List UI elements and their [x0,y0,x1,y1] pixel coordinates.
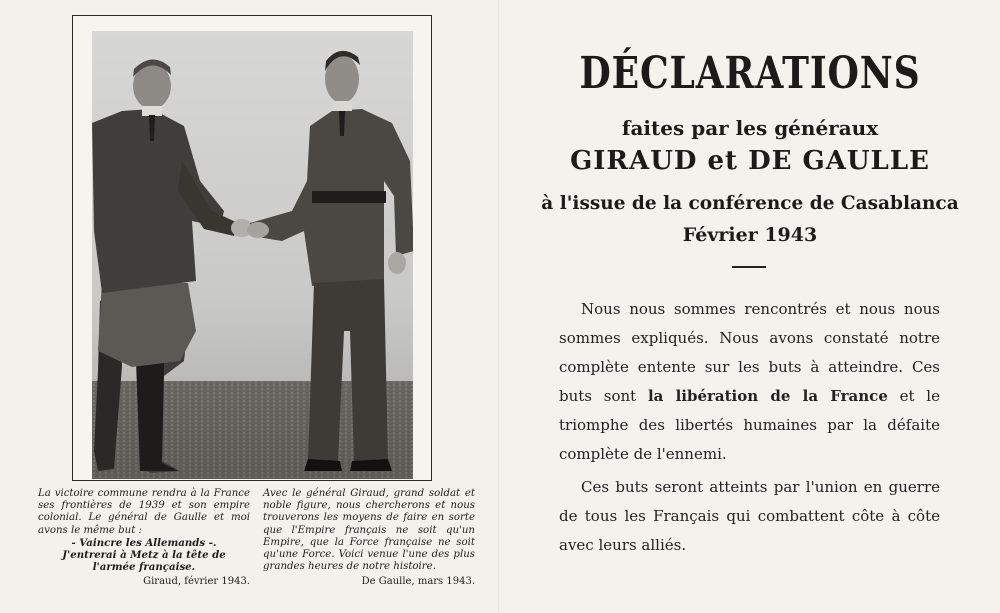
photo-illustration [92,31,413,479]
signature-de-gaulle: De Gaulle, mars 1943. [361,576,475,588]
right-page [500,0,1000,613]
paragraph-1-end: et le triomphe des libertés humaines par la défaite complète de l'ennemi. [559,387,940,463]
caption-giraud-line3: l'armée française. [92,561,196,574]
handshake-photo [92,31,413,479]
declaration-date: Février 1943 [682,224,818,246]
divider [732,266,766,268]
photo-frame [72,15,432,481]
caption-giraud-line1: - Vaincre les Allemands -. [71,536,217,549]
paragraph-1 [559,295,940,469]
caption-de-gaulle-text: Avec le général Giraud, grand soldat et noble figure, nous chercherons et nous trouverons les moyens de faire en sorte que l'Empire français ne soit qu'un Empire, que la Force française ne soit qu'une Force. Voici venue l'une des plus grandes heures de notre histoire. [263,488,475,573]
declaration-body [559,295,940,560]
caption-giraud-text: La victoire commune rendra à la France ses frontières de 1939 et son empire colonial. Le général de Gaulle et moi avons le même but : [38,488,250,536]
paragraph-2: Ces buts seront atteints par l'union en guerre de tous les Français qui combattent côte à côte avec leurs alliés. [559,478,940,554]
caption-giraud [38,488,250,589]
signature-giraud: Giraud, février 1943. [143,576,250,588]
caption-giraud-line2: J'entrerai à Metz à la tête de [62,549,226,562]
subtitle: faites par les généraux [621,116,879,140]
caption-de-gaulle [263,488,475,589]
declarations-title: DÉCLARATIONS [579,48,921,99]
paragraph-1-bold: la libération de la France [647,387,888,405]
generals-names: GIRAUD et DE GAULLE [570,146,930,176]
conference-context: à l'issue de la conférence de Casablanca [541,193,959,214]
paragraph-1-start: Nous nous sommes rencontrés et nous nous sommes expliqués. Nous avons constaté notre complète entente sur les buts à atteindre. Ces buts sont [559,300,940,405]
